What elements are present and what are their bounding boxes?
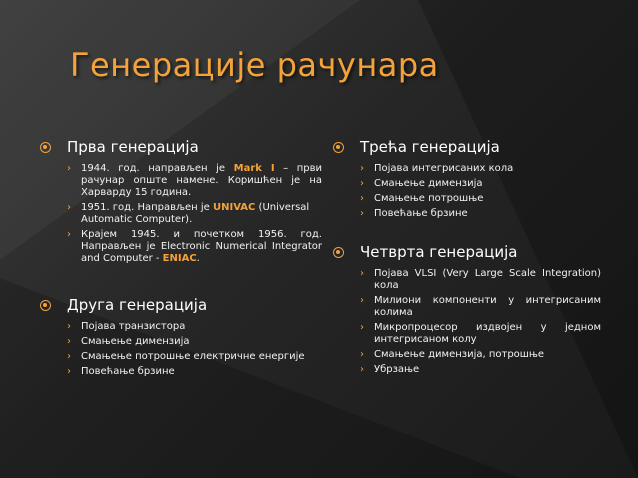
arrow-bullet-icon: › [67,366,71,377]
arrow-bullet-icon: › [67,229,71,240]
bullet-list [67,321,322,378]
list-item-text: Убрзање [374,364,420,375]
list-item-text: Повећање брзине [81,366,175,377]
right-column [333,137,601,379]
arrow-bullet-icon: › [67,163,71,174]
list-item-text: Појава транзистора [81,321,186,332]
section-fourth-generation [333,242,601,376]
list-item [360,208,601,220]
circle-bullet-icon [333,142,344,153]
list-item-text: 1944. год. направљен је Mark I – први рачунар опште намене. Коришћен је на Харварду 15 година. [81,163,322,198]
arrow-bullet-icon: › [67,321,71,332]
list-item-text: Смањење димензија [81,336,190,347]
arrow-bullet-icon: › [67,351,71,362]
circle-bullet-icon [40,300,51,311]
list-item [67,321,322,333]
list-item-text: Смањење димензија, потрошње [374,349,545,360]
section-heading: Друга генерација [67,296,208,314]
list-item [360,364,601,376]
arrow-bullet-icon: › [360,349,364,360]
bullet-list [360,268,601,376]
section-heading: Трећа генерација [360,138,500,156]
highlight-term: ENIAC [162,253,197,264]
list-item-text: 1951. год. Направљен је UNIVAC (Universal Automatic Computer). [81,202,310,225]
arrow-bullet-icon: › [360,178,364,189]
list-item-text: Смањење потрошње [374,193,484,204]
list-item-text: Милиони компоненти у интегрисаним колима [374,295,601,318]
list-item-text: Микропроцесор издвојен у једном интегрисаном колу [374,322,601,345]
arrow-bullet-icon: › [360,322,364,333]
arrow-bullet-icon: › [360,208,364,219]
list-item-text: Крајем 1945. и почетком 1956. год. Направљен је Electronic Numerical Integrator and Computer - ENIAC. [81,229,322,264]
section-second-generation [40,295,322,378]
highlight-term: Mark I [233,163,275,174]
arrow-bullet-icon: › [360,163,364,174]
list-item [360,295,601,319]
list-item [360,349,601,361]
left-column [40,137,322,381]
arrow-bullet-icon: › [360,295,364,306]
arrow-bullet-icon: › [67,202,71,213]
list-item [67,163,322,199]
arrow-bullet-icon: › [360,364,364,375]
list-item [67,202,322,226]
list-item-text: Смањење димензија [374,178,483,189]
arrow-bullet-icon: › [67,336,71,347]
list-item [360,322,601,346]
list-item [67,366,322,378]
list-item-text: Повећање брзине [374,208,468,219]
arrow-bullet-icon: › [360,268,364,279]
list-item [67,336,322,348]
list-item-text: Смањење потрошње електричне енергије [81,351,305,362]
list-item [360,163,601,175]
bullet-list [360,163,601,220]
list-item [360,193,601,205]
section-heading: Четврта генерација [360,243,518,261]
slide-title: Генерације рачунара [70,46,439,84]
list-item [67,229,322,265]
circle-bullet-icon [40,142,51,153]
list-item-text: Појава интегрисаних кола [374,163,514,174]
circle-bullet-icon [333,247,344,258]
list-item [360,178,601,190]
list-item [67,351,322,363]
bullet-list [67,163,322,265]
section-first-generation [40,137,322,265]
list-item-text: Појава VLSI (Very Large Scale Integration) кола [374,268,601,291]
arrow-bullet-icon: › [360,193,364,204]
list-item [360,268,601,292]
highlight-term: UNIVAC [213,202,256,213]
section-heading: Прва генерација [67,138,199,156]
section-third-generation [333,137,601,220]
